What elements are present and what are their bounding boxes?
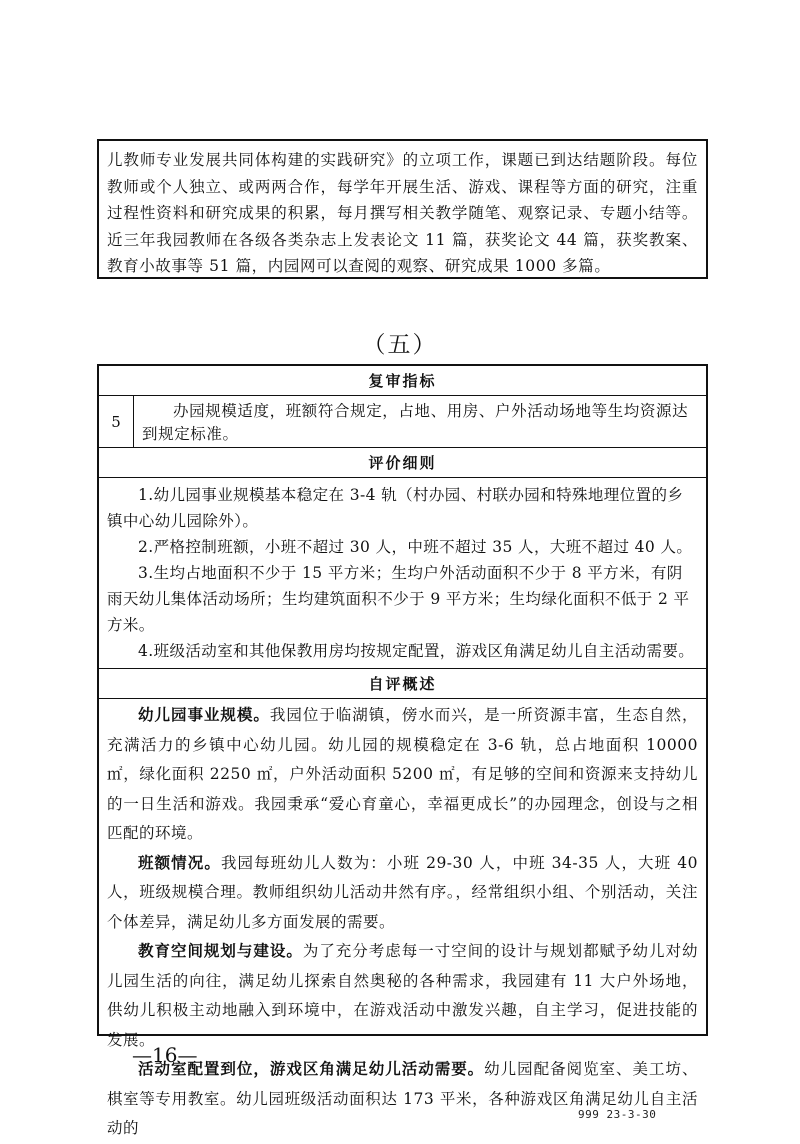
criteria-item: 1.幼儿园事业规模基本稳定在 3-4 轨（村办园、村联办园和特殊地理位置的乡镇中心幼儿园除外）。 bbox=[107, 486, 684, 530]
intro-box bbox=[97, 139, 708, 279]
criteria-header: 评价细则 bbox=[99, 448, 706, 478]
criteria-item: 2.严格控制班额，小班不超过 30 人，中班不超过 35 人，大班不超过 40 人。 bbox=[138, 538, 693, 556]
scan-stamp: 999 23-3-30 bbox=[578, 1108, 657, 1121]
criteria-item: 4.班级活动室和其他保教用房均按规定配置，游戏区角满足幼儿自主活动需要。 bbox=[138, 642, 695, 660]
page-number: —16— bbox=[132, 1043, 198, 1067]
paragraph-lead: 幼儿园事业规模。 bbox=[138, 706, 270, 724]
section-heading: （五） bbox=[362, 332, 438, 358]
self-eval-paragraph bbox=[107, 937, 698, 1055]
review-header: 复审指标 bbox=[99, 366, 706, 396]
index-row bbox=[99, 396, 706, 448]
paragraph-text: 我园位于临湖镇，傍水而兴，是一所资源丰富，生态自然，充满活力的乡镇中心幼儿园。幼儿园的规模稳定在 3-6 轨，总占地面积 10000 ㎡，绿化面积 2250 ㎡，户外活动面积 5200 ㎡，有足够的空间和资源来支持幼儿的一日生活和游戏。我园秉承“爱心育童心，幸福更成长”的办园理念，创设与之相匹配的环境。 bbox=[107, 706, 698, 842]
paragraph-text: 为了充分考虑每一寸空间的设计与规划都赋予幼儿对幼儿园生活的向往，满足幼儿探索自然奥秘的各种需求，我园建有 11 大户外场地，供幼儿积极主动地融入到环境中，在游戏活动中激发兴趣，自主学习，促进技能的发展。 bbox=[107, 942, 698, 1049]
self-eval-paragraph bbox=[107, 1055, 698, 1144]
paragraph-lead: 教育空间规划与建设。 bbox=[138, 942, 303, 960]
paragraph-text: 我园每班幼儿人数为：小班 29-30 人，中班 34-35 人，大班 40 人，班级规模合理。教师组织幼儿活动井然有序。，经常组织小组、个别活动，关注个体差异，满足幼儿多方面发展的需要。 bbox=[107, 853, 698, 931]
index-text: 办园规模适度，班额符合规定，占地、用房、户外活动场地等生均资源达到规定标准。 bbox=[142, 402, 689, 443]
self-eval-header: 自评概述 bbox=[99, 669, 706, 699]
self-eval-paragraph bbox=[107, 849, 698, 938]
intro-paragraph: 儿教师专业发展共同体构建的实践研究》的立项工作，课题已到达结题阶段。每位教师或个人独立、或两两合作，每学年开展生活、游戏、课程等方面的研究，注重过程性资料和研究成果的积累，每月撰写相关教学随笔、观察记录、专题小结等。近三年我园教师在各级各类杂志上发表论文 11 篇，获奖论文 44 篇，获奖教案、教育小故事等 51 篇，内园网可以查阅的观察、研究成果 1000 多篇。 bbox=[107, 151, 698, 275]
paragraph-lead: 班额情况。 bbox=[138, 853, 221, 872]
criteria-item: 3.生均占地面积不少于 15 平方米；生均户外活动面积不少于 8 平方米，有阴雨天幼儿集体活动场所；生均建筑面积不少于 9 平方米；生均绿化面积不低于 2 平方米。 bbox=[107, 564, 690, 634]
paragraph-lead: 活动室配置到位，游戏区角满足幼儿活动需要。 bbox=[138, 1060, 485, 1078]
self-eval-paragraph bbox=[107, 701, 698, 849]
criteria-list bbox=[99, 478, 706, 669]
index-number: 5 bbox=[99, 396, 134, 447]
paragraph-text: 幼儿园配备阅览室、美工坊、棋室等专用教室。幼儿园班级活动面积达 173 平米，各种游戏区角满足幼儿自主活动的 bbox=[107, 1060, 698, 1137]
